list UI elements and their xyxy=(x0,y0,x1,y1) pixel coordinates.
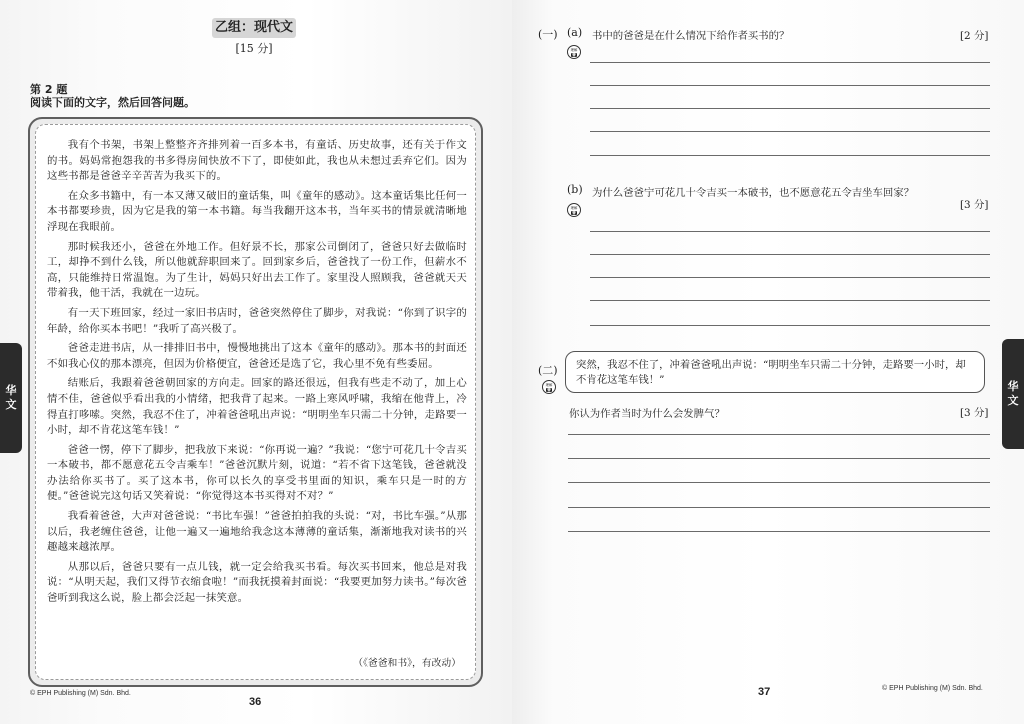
comprehension-badge-icon xyxy=(567,203,581,217)
passage-paragraph: 爸爸走进书店，从一排排旧书中，慢慢地挑出了这本《童年的感动》。那本书的封面还不如我心仪的那本漂亮，但因为价格便宜，爸爸还是选了它，我心里不免有些委屈。 xyxy=(47,342,467,370)
subject-side-tab-label: 华文 xyxy=(1007,380,1019,407)
copyright-notice: © EPH Publishing (M) Sdn. Bhd. xyxy=(30,690,131,697)
answer-line[interactable] xyxy=(568,482,990,483)
answer-line[interactable] xyxy=(590,85,990,86)
section-marks: [15 分] xyxy=(235,42,273,55)
answer-line[interactable] xyxy=(590,254,990,255)
badge-bottom-text: 普 xyxy=(572,51,576,57)
subject-side-tab xyxy=(1002,339,1024,449)
page-number: 36 xyxy=(249,696,262,708)
page-number: 37 xyxy=(758,686,771,698)
badge-top-text: 理解 xyxy=(570,47,578,52)
badge-top-text: 理解 xyxy=(545,382,553,387)
badge-top-text: 理解 xyxy=(570,205,578,210)
question-1-label: (一) xyxy=(538,28,558,41)
subject-side-tab xyxy=(0,343,22,453)
question-1a-label: (a) xyxy=(567,26,583,39)
passage-paragraph: 那时候我还小，爸爸在外地工作。但好景不长，那家公司倒闭了，爸爸只好去做临时工，却挣不到什么钱，所以他就辞职回来了。回到家乡后，爸爸找了一份工作，但薪水不高，只能维持日常温饱。为了生计，妈妈只好出去工作了。家里没人照顾我，爸爸就天天带着我，他干活，我就在一边玩。 xyxy=(47,240,467,300)
subject-side-tab-label: 华文 xyxy=(5,384,17,411)
answer-line[interactable] xyxy=(590,277,990,278)
comprehension-badge-icon xyxy=(567,45,581,59)
answer-line[interactable] xyxy=(568,507,990,508)
answer-line[interactable] xyxy=(590,231,990,232)
passage-text xyxy=(47,138,467,611)
question-2-label: (二) xyxy=(538,364,558,377)
answer-line[interactable] xyxy=(568,434,990,435)
passage-paragraph: 我看着爸爸，大声对爸爸说：“书比车强！”爸爸拍拍我的头说：“对，书比车强。”从那以后，我老缠住爸爸，让他一遍又一遍地给我念这本薄薄的童话集，渐渐地我对读书的兴趣越来越浓厚。 xyxy=(47,510,467,554)
badge-bottom-text: 普 xyxy=(547,386,551,392)
section-title: 乙组：现代文 xyxy=(212,18,296,38)
passage-paragraph: 在众多书籍中，有一本又薄又破旧的童话集，叫《童年的感动》。这本童话集比任何一本书都要珍贵，因为它是我的第一本书籍。每当我翻开这本书，当年买书的情景就清晰地浮现在我眼前。 xyxy=(47,189,467,233)
badge-bottom-text: 普 xyxy=(572,209,576,215)
passage-paragraph: 我有个书架，书架上整整齐齐排列着一百多本书，有童话、历史故事，还有关于作文的书。妈妈常抱怨我的书多得房间快放不下了，即使如此，我也从未想过丢弃它们。因为这些书都是爸爸辛辛苦苦为我买下的。 xyxy=(47,139,467,183)
answer-line[interactable] xyxy=(568,531,990,532)
answer-line[interactable] xyxy=(590,108,990,109)
answer-line[interactable] xyxy=(568,458,990,459)
passage-paragraph: 从那以后，爸爸只要有一点儿钱，就一定会给我买书看。每次买书回来，他总是对我说：“从明天起，我们又得节衣缩食啦！”而我抚摸着封面说：“我要更加努力读书。”每次爸爸听到我这么说，脸上都会泛起一抹笑意。 xyxy=(47,560,467,605)
question-1a-text: 书中的爸爸是在什么情况下给作者买书的？ xyxy=(592,30,790,42)
quote-box xyxy=(565,351,985,393)
passage-paragraph: 有一天下班回家，经过一家旧书店时，爸爸突然停住了脚步，对我说：“你到了识字的年龄，给你买本书吧！”我听了高兴极了。 xyxy=(47,306,467,335)
question-1a-marks: [2 分] xyxy=(960,30,989,42)
answer-line[interactable] xyxy=(590,131,990,132)
question-instruction: 阅读下面的文字，然后回答问题。 xyxy=(30,96,195,109)
answer-line[interactable] xyxy=(590,325,990,326)
question-1b-label: (b) xyxy=(567,183,583,196)
passage-paragraph: 爸爸一愣，停下了脚步，把我放下来说：“你再说一遍？”我说：“您宁可花几十令吉买一本破书，都不愿意花五令吉乘车！”爸爸沉默片刻，说道：“若不省下这笔钱，爸爸就没办法给你买书了。买了这本书，你可以长久的享受书里面的知识，乘车只是一时的方便。”爸爸说完这句话又笑着说：“你觉得这本书买得对不对？” xyxy=(47,443,467,503)
passage-box xyxy=(28,117,483,687)
copyright-notice: © EPH Publishing (M) Sdn. Bhd. xyxy=(882,685,983,692)
question-1b-text: 为什么爸爸宁可花几十令吉买一本破书，也不愿意花五令吉坐车回家？ xyxy=(592,187,915,199)
question-2-marks: [3 分] xyxy=(960,407,989,419)
quote-text: 突然，我忍不住了，冲着爸爸吼出声说：“明明坐车只需二十分钟，走路要一小时，却不肯花这笔车钱！” xyxy=(576,359,966,386)
passage-paragraph: 结账后，我跟着爸爸朝回家的方向走。回家的路还很远，但我有些走不动了，加上心情不佳，爸爸似乎看出我的小情绪，把我背了起来。一路上寒风呼啸，我缩在他背上，冷得直打哆嗦。突然，我忍不住了，冲着爸爸吼出声说：“明明坐车只需二十分钟，走路要一小时，却不肯花这笔车钱！” xyxy=(47,377,467,437)
question-1b-marks: [3 分] xyxy=(960,199,989,211)
passage-source: （《爸爸和书》，有改动） xyxy=(353,658,461,669)
answer-line[interactable] xyxy=(590,155,990,156)
passage-inner-frame xyxy=(35,124,476,680)
comprehension-badge-icon xyxy=(542,380,556,394)
answer-line[interactable] xyxy=(590,62,990,63)
question-2-text: 你认为作者当时为什么会发脾气？ xyxy=(569,408,725,420)
answer-line[interactable] xyxy=(590,300,990,301)
question-number: 第 2 题 xyxy=(30,83,68,96)
